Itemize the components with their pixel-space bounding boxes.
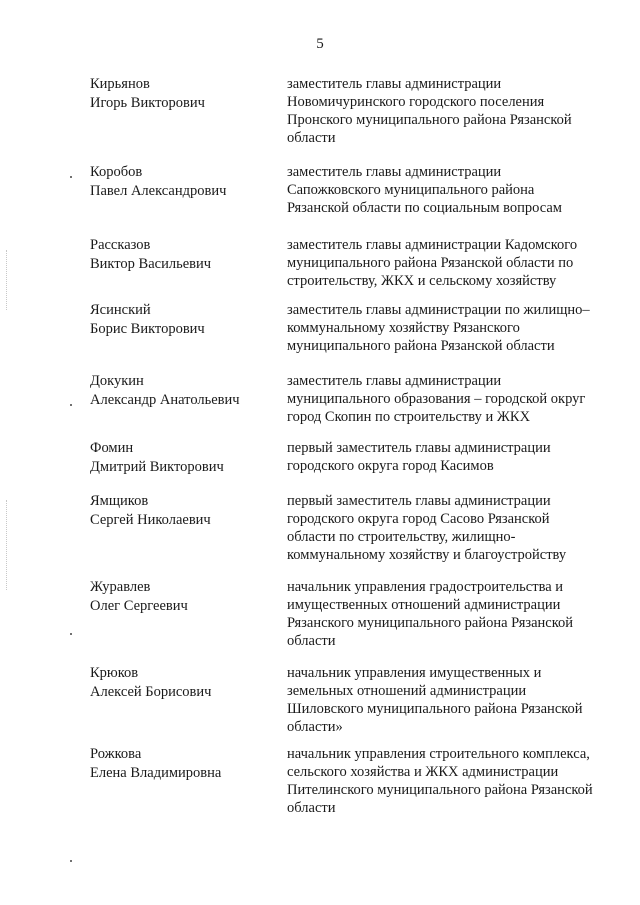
- position-title: заместитель главы администрации Кадомского муниципального района Рязанской области по строительству, ЖКХ и сельскому хозяйству: [287, 237, 578, 289]
- surname: Рассказов: [90, 237, 151, 253]
- surname: Рожкова: [90, 746, 142, 762]
- surname: Журавлев: [90, 579, 151, 595]
- position-title: заместитель главы администрации муниципального образования – городской округ город Скопин по строительству и ЖКХ: [287, 373, 586, 425]
- surname: Коробов: [90, 164, 143, 180]
- position-title: начальник управления градостроительства и имущественных отношений администрации Рязанского муниципального района Рязанской области: [287, 579, 574, 649]
- surname: Ясинский: [90, 302, 151, 318]
- surname: Докукин: [90, 373, 144, 389]
- person-name: [90, 75, 275, 113]
- given-names: Сергей Николаевич: [90, 512, 211, 528]
- position-title: заместитель главы администрации Новомичуринского городского поселения Пронского муниципального района Рязанской области: [287, 76, 572, 146]
- given-names: Павел Александрович: [90, 183, 227, 199]
- surname: Кирьянов: [90, 76, 150, 92]
- speck: [70, 404, 72, 406]
- scan-edge-dots: [6, 500, 8, 590]
- page-number: 5: [316, 36, 324, 52]
- person-name: [90, 163, 275, 201]
- given-names: Олег Сергеевич: [90, 598, 188, 614]
- given-names: Александр Анатольевич: [90, 392, 240, 408]
- given-names: Алексей Борисович: [90, 684, 212, 700]
- person-name: [90, 372, 275, 410]
- given-names: Виктор Васильевич: [90, 256, 212, 272]
- position-title: первый заместитель главы администрации городского округа город Касимов: [287, 440, 551, 474]
- surname: Крюков: [90, 665, 139, 681]
- given-names: Игорь Викторович: [90, 95, 205, 111]
- person-name: [90, 578, 275, 616]
- person-name: [90, 236, 275, 274]
- person-name: [90, 745, 275, 783]
- person-name: [90, 664, 275, 702]
- person-name: [90, 439, 275, 477]
- surname: Фомин: [90, 440, 134, 456]
- position-title: первый заместитель главы администрации городского округа город Сасово Рязанской области по строительству, жилищно- коммунальному хозяйству и благоустройству: [287, 493, 567, 563]
- person-name: [90, 301, 275, 339]
- speck: [70, 633, 72, 635]
- position-title: начальник управления имущественных и земельных отношений администрации Шиловского муниципального района Рязанской области»: [287, 665, 583, 735]
- given-names: Елена Владимировна: [90, 765, 222, 781]
- speck: [70, 860, 72, 862]
- surname: Ямщиков: [90, 493, 149, 509]
- person-name: [90, 492, 275, 530]
- given-names: Борис Викторович: [90, 321, 205, 337]
- position-title: заместитель главы администрации по жилищно– коммунальному хозяйству Рязанского муниципального района Рязанской области: [287, 302, 590, 354]
- given-names: Дмитрий Викторович: [90, 459, 224, 475]
- speck: [70, 176, 72, 178]
- scan-edge-dots: [6, 250, 8, 310]
- position-title: заместитель главы администрации Сапожковского муниципального района Рязанской области по социальным вопросам: [287, 164, 562, 216]
- position-title: начальник управления строительного комплекса, сельского хозяйства и ЖКХ администрации Пителинского муниципального района Рязанской области: [287, 746, 593, 816]
